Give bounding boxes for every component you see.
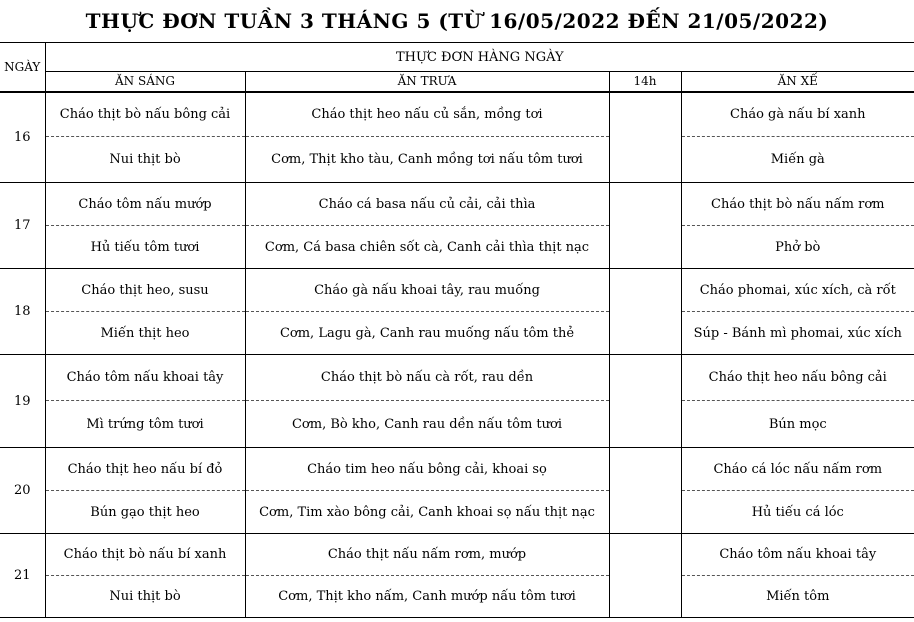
breakfast-cell: Cháo tôm nấu khoai tây bbox=[45, 355, 245, 401]
snack-cell: Miến tôm bbox=[681, 576, 914, 618]
14h-cell bbox=[609, 534, 681, 618]
day-cell: 20 bbox=[0, 448, 45, 534]
page-title: THỰC ĐƠN TUẦN 3 THÁNG 5 (TỪ 16/05/2022 ĐẾN 21/05/2022) bbox=[85, 9, 829, 33]
lunch-cell: Cháo thịt bò nấu cà rốt, rau dền bbox=[245, 355, 609, 401]
breakfast-cell: Mì trứng tôm tươi bbox=[45, 401, 245, 448]
table-row bbox=[0, 448, 914, 491]
14h-cell bbox=[609, 448, 681, 534]
breakfast-cell: Hủ tiếu tôm tươi bbox=[45, 226, 245, 269]
breakfast-cell: Cháo thịt heo nấu bí đỏ bbox=[45, 448, 245, 491]
14h-cell bbox=[609, 269, 681, 355]
lunch-cell: Cháo cá basa nấu củ cải, cải thìa bbox=[245, 183, 609, 226]
table-row bbox=[0, 92, 914, 137]
table-row bbox=[0, 534, 914, 576]
14h-cell bbox=[609, 183, 681, 269]
snack-column-header: ĂN XẾ bbox=[681, 72, 914, 92]
day-cell: 17 bbox=[0, 183, 45, 269]
snack-cell: Bún mọc bbox=[681, 401, 914, 448]
lunch-cell: Cơm, Thịt kho nấm, Canh mướp nấu tôm tươi bbox=[245, 576, 609, 618]
daily-menu-group-header: THỰC ĐƠN HÀNG NGÀY bbox=[45, 43, 914, 72]
lunch-cell: Cháo tim heo nấu bông cải, khoai sọ bbox=[245, 448, 609, 491]
snack-cell: Cháo cá lóc nấu nấm rơm bbox=[713, 461, 883, 477]
breakfast-cell: Cháo tôm nấu mướp bbox=[45, 183, 245, 226]
day-cell: 21 bbox=[0, 534, 45, 618]
table-row bbox=[0, 269, 914, 312]
table-row bbox=[0, 491, 914, 534]
snack-cell: Phở bò bbox=[681, 226, 914, 269]
breakfast-cell: Cháo thịt bò nấu bí xanh bbox=[45, 534, 245, 576]
day-cell: 19 bbox=[0, 355, 45, 448]
lunch-cell: Cơm, Thịt kho tàu, Canh mồng tơi nấu tôm tươi bbox=[245, 137, 609, 183]
weekly-menu-table bbox=[0, 42, 914, 618]
breakfast-cell: Nui thịt bò bbox=[45, 137, 245, 183]
lunch-cell: Cháo thịt heo nấu củ sắn, mồng tơi bbox=[245, 92, 609, 137]
breakfast-cell: Bún gạo thịt heo bbox=[45, 491, 245, 534]
14h-column-header: 14h bbox=[609, 72, 681, 92]
breakfast-column-header: ĂN SÁNG bbox=[45, 72, 245, 92]
14h-cell bbox=[609, 355, 681, 448]
breakfast-cell: Cháo thịt bò nấu bông cải bbox=[45, 92, 245, 137]
day-column-header: NGÀY bbox=[0, 43, 45, 92]
day-cell: 16 bbox=[0, 92, 45, 183]
lunch-cell: Cơm, Cá basa chiên sốt cà, Canh cải thìa thịt nạc bbox=[245, 226, 609, 269]
snack-cell: Miến gà bbox=[681, 137, 914, 183]
lunch-cell: Cơm, Bò kho, Canh rau dền nấu tôm tươi bbox=[245, 401, 609, 448]
day-cell: 18 bbox=[0, 269, 45, 355]
snack-cell: Cháo thịt bò nấu nấm rơm bbox=[711, 196, 885, 212]
table-row bbox=[0, 183, 914, 226]
lunch-column-header: ĂN TRƯA bbox=[245, 72, 609, 92]
table-row bbox=[0, 355, 914, 401]
lunch-cell: Cơm, Tim xào bông cải, Canh khoai sọ nấu thịt nạc bbox=[245, 491, 609, 534]
snack-cell: Cháo tôm nấu khoai tây bbox=[719, 547, 877, 562]
snack-cell: Cháo thịt heo nấu bông cải bbox=[708, 370, 887, 385]
lunch-cell: Cháo thịt nấu nấm rơm, mướp bbox=[245, 534, 609, 576]
breakfast-cell: Cháo thịt heo, susu bbox=[45, 269, 245, 312]
table-row bbox=[0, 226, 914, 269]
snack-cell: Cháo phomai, xúc xích, cà rốt bbox=[699, 282, 896, 298]
table-row bbox=[0, 137, 914, 183]
lunch-cell: Cháo gà nấu khoai tây, rau muống bbox=[245, 269, 609, 312]
breakfast-cell: Miến thịt heo bbox=[45, 312, 245, 355]
lunch-cell: Cơm, Lagu gà, Canh rau muống nấu tôm thẻ bbox=[245, 312, 609, 355]
table-row bbox=[0, 312, 914, 355]
snack-cell: Súp - Bánh mì phomai, xúc xích bbox=[681, 312, 914, 355]
snack-cell: Cháo gà nấu bí xanh bbox=[730, 106, 866, 122]
snack-cell: Hủ tiếu cá lóc bbox=[681, 491, 914, 534]
breakfast-cell: Nui thịt bò bbox=[45, 576, 245, 618]
14h-cell bbox=[609, 92, 681, 183]
table-row bbox=[0, 401, 914, 448]
table-row bbox=[0, 576, 914, 618]
